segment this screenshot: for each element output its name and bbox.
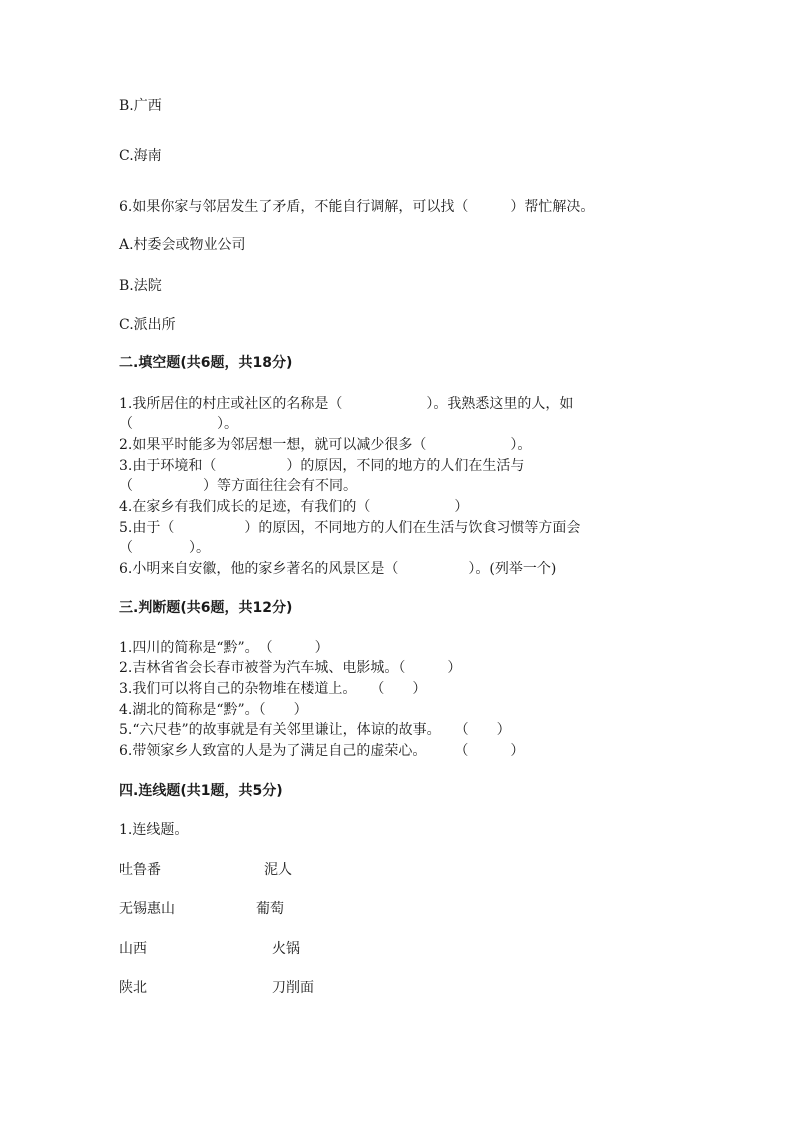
- fill-line-3b: （ ）等方面往往会有不同。: [119, 478, 357, 494]
- fill-line-2: 2.如果平时能多为邻居想一想，就可以减少很多（ ）。: [119, 437, 532, 453]
- match-left-1: 吐鲁番: [119, 862, 161, 878]
- judge-line-1: 1.四川的简称是“黔”。 （ ）: [119, 640, 329, 656]
- match-left-4: 陕北: [119, 980, 147, 996]
- fill-line-3a: 3.由于环境和（ ）的原因，不同的地方的人们在生活与: [119, 458, 525, 474]
- judge-line-3: 3.我们可以将自己的杂物堆在楼道上。 （ ）: [119, 681, 427, 697]
- question-6-stem: 6.如果你家与邻居发生了矛盾，不能自行调解，可以找（ ）帮忙解决。: [119, 199, 595, 215]
- section-heading-match: 四.连线题(共1题，共5分): [119, 783, 283, 799]
- fill-line-5a: 5.由于（ ）的原因，不同地方的人们在生活与饮食习惯等方面会: [119, 520, 581, 536]
- judge-line-2: 2.吉林省省会长春市被誉为汽车城、电影城。（ ）: [119, 660, 462, 676]
- match-left-2: 无锡惠山: [119, 901, 175, 917]
- match-right-1: 泥人: [264, 862, 292, 878]
- question-6-option-c: C.派出所: [119, 317, 176, 333]
- judge-line-4: 4.湖北的简称是“黔”。（ ）: [119, 702, 308, 718]
- match-question: 1.连线题。: [119, 822, 189, 838]
- fill-line-5b: （ ）。: [119, 540, 210, 556]
- judge-line-5: 5.“六尺巷”的故事就是有关邻里谦让，体谅的故事。 （ ）: [119, 722, 511, 738]
- fill-line-1a: 1.我所居住的村庄或社区的名称是（ ）。我熟悉这里的人，如: [119, 396, 574, 412]
- match-right-2: 葡萄: [256, 901, 284, 917]
- section-heading-fill: 二.填空题(共6题，共18分): [119, 355, 293, 371]
- question-6-option-a: A.村委会或物业公司: [119, 237, 246, 253]
- option-c-hainan: C.海南: [119, 148, 162, 164]
- match-right-3: 火锅: [272, 941, 300, 957]
- match-right-4: 刀削面: [272, 980, 314, 996]
- fill-line-1b: （ ）。: [119, 416, 238, 432]
- fill-line-6: 6.小明来自安徽，他的家乡著名的风景区是（ ）。(列举一个): [119, 561, 557, 577]
- match-left-3: 山西: [119, 941, 147, 957]
- judge-line-6: 6.带领家乡人致富的人是为了满足自己的虚荣心。 （ ）: [119, 743, 525, 759]
- section-heading-judge: 三.判断题(共6题，共12分): [119, 600, 293, 616]
- option-b-guangxi: B.广西: [119, 98, 162, 114]
- question-6-option-b: B.法院: [119, 278, 162, 294]
- fill-line-4: 4.在家乡有我们成长的足迹，有我们的（ ）: [119, 499, 469, 515]
